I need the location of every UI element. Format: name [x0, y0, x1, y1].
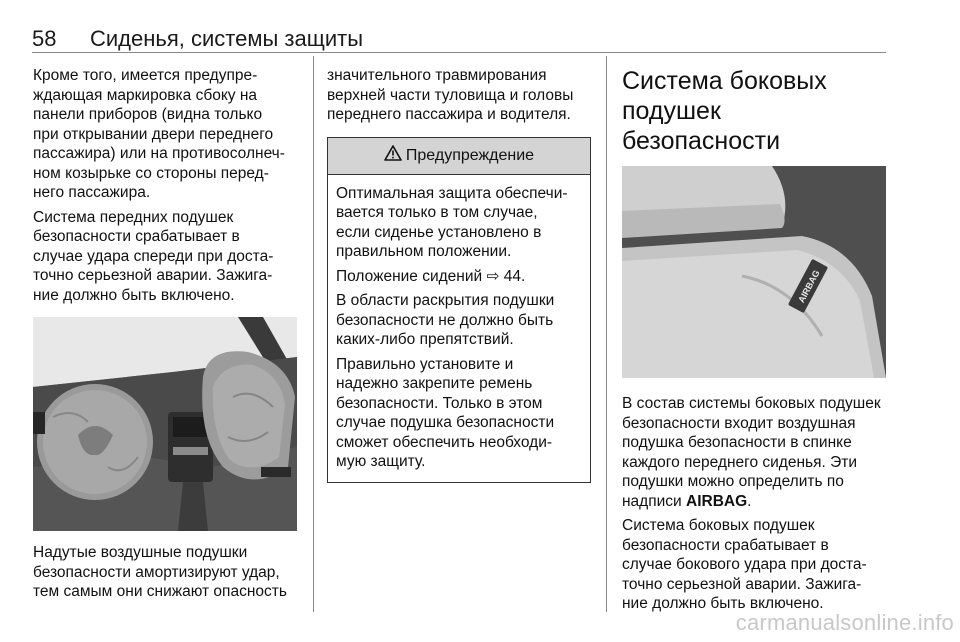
warning-paragraph-seat-position: Оптимальная защита обеспечи- вается только в том случае, если сиденье установлено в правильном положении.: [336, 184, 568, 260]
side-airbag-illustration: [622, 166, 886, 378]
column-3: [622, 66, 888, 619]
warning-title: Предупреждение: [405, 146, 535, 164]
front-airbags-illustration: [33, 317, 297, 531]
front-airbags-image: [33, 317, 297, 531]
warning-paragraph-no-obstacles: В области раскрытия подушки безопасности не должно быть каких-либо препятствий.: [336, 292, 555, 348]
warning-paragraph-seatbelt: Правильно установите и надежно закрепите ремень безопасности. Только в этом случае подушка безопасности сможет обеспечить необходи- мую защиту.: [336, 355, 555, 470]
section-title-side-airbags: Система боковых подушек безопасности: [622, 67, 827, 155]
column-divider-1: [313, 56, 314, 612]
column-1: [33, 66, 303, 607]
column-divider-2: [606, 56, 607, 612]
watermark: carmanualsonline.info: [735, 610, 954, 635]
paragraph-front-airbags: Система передних подушек безопасности срабатывает в случае удара спереди при доста- точно серьезной аварии. Зажига- ние должно быть включено.: [33, 208, 274, 304]
column-2: [327, 66, 591, 483]
header-divider: [32, 52, 886, 53]
paragraph-side-airbags-trigger: Система боковых подушек безопасности срабатывает в случае бокового удара при доста- точно серьезной аварии. Зажига- ние должно быть включено.: [622, 517, 867, 612]
page-number: 58: [32, 26, 57, 51]
warning-triangle-icon: [384, 145, 402, 167]
warning-box: [327, 137, 591, 483]
page-title: Сиденья, системы защиты: [90, 26, 364, 51]
warning-body: [328, 175, 590, 482]
page-header: [32, 26, 363, 52]
paragraph-side-airbags-composition: В состав системы боковых подушек безопасности входит воздушная подушка безопасности в спинке каждого переднего сиденья. Эти подушки можно определить по надписи AIRBAG.: [622, 395, 881, 510]
paragraph-airbag-inflation: Надутые воздушные подушки безопасности амортизируют удар, тем самым они снижают опасность: [33, 544, 287, 600]
paragraph-continuation: значительного травмирования верхней части туловища и головы переднего пассажира и водителя.: [327, 67, 574, 123]
airbag-label-text: AIRBAG: [686, 492, 748, 510]
paragraph-warning-label: Кроме того, имеется предупре- ждающая маркировка сбоку на панели приборов (видна только при открывании двери переднего пассажира) или на противосолнеч- ном козырьке со стороны перед- него пассажира.: [33, 67, 285, 201]
warning-paragraph-reference: Положение сидений ⇨ 44.: [336, 267, 526, 285]
airbag-tag-text: AIRBAG: [796, 268, 822, 305]
warning-header: [328, 138, 590, 175]
seat-airbag-label-image: [622, 166, 886, 378]
